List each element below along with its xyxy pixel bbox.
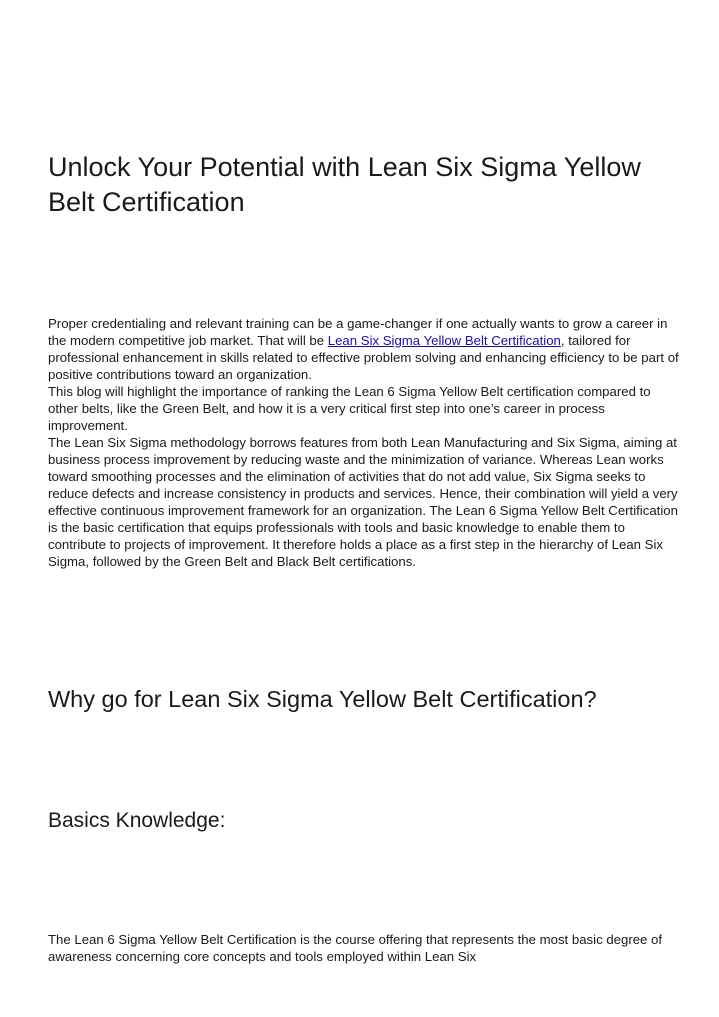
intro-paragraph xyxy=(48,315,680,383)
basics-paragraph: The Lean 6 Sigma Yellow Belt Certification is the course offering that represents the most basic degree of awareness concerning core concepts and tools employed within Lean Six xyxy=(48,932,663,964)
intro-text-after-link: , tailored for professional enhancement in skills related to effective problem solving and enhancing efficiency to be part of positive contributions toward an organization. xyxy=(48,333,679,382)
yellow-belt-certification-link[interactable]: Lean Six Sigma Yellow Belt Certification xyxy=(327,333,561,348)
methodology-paragraph: The Lean Six Sigma methodology borrows features from both Lean Manufacturing and Six Sigma, aiming at business process improvement by reducing waste and the minimization of variance. Whereas Lean works toward smoothing processes and the elimination of activities that do not add value, Six Sigma seeks to reduce defects and increase consistency in products and services. Hence, their combination will yield a very effective continuous improvement framework for an organization. The Lean 6 Sigma Yellow Belt Certification is the basic certification that equips professionals with tools and basic knowledge to enable them to contribute to projects of improvement. It therefore holds a place as a first step in the hierarchy of Lean Six Sigma, followed by the Green Belt and Black Belt certifications. xyxy=(48,435,678,569)
intro-section xyxy=(48,315,680,570)
subsection-heading: Basics Knowledge: xyxy=(48,809,226,832)
document-title: Unlock Your Potential with Lean Six Sigma Yellow Belt Certification xyxy=(48,152,641,217)
section-heading: Why go for Lean Six Sigma Yellow Belt Certification? xyxy=(48,686,597,712)
intro-text-before-link: Proper credentialing and relevant training can be a game-changer if one actually wants to grow a career in the modern competitive job market. That will be xyxy=(48,316,668,348)
blog-overview-paragraph: This blog will highlight the importance of ranking the Lean 6 Sigma Yellow Belt certification compared to other belts, like the Green Belt, and how it is a very critical first step into one’s career in process improvement. xyxy=(48,384,651,433)
